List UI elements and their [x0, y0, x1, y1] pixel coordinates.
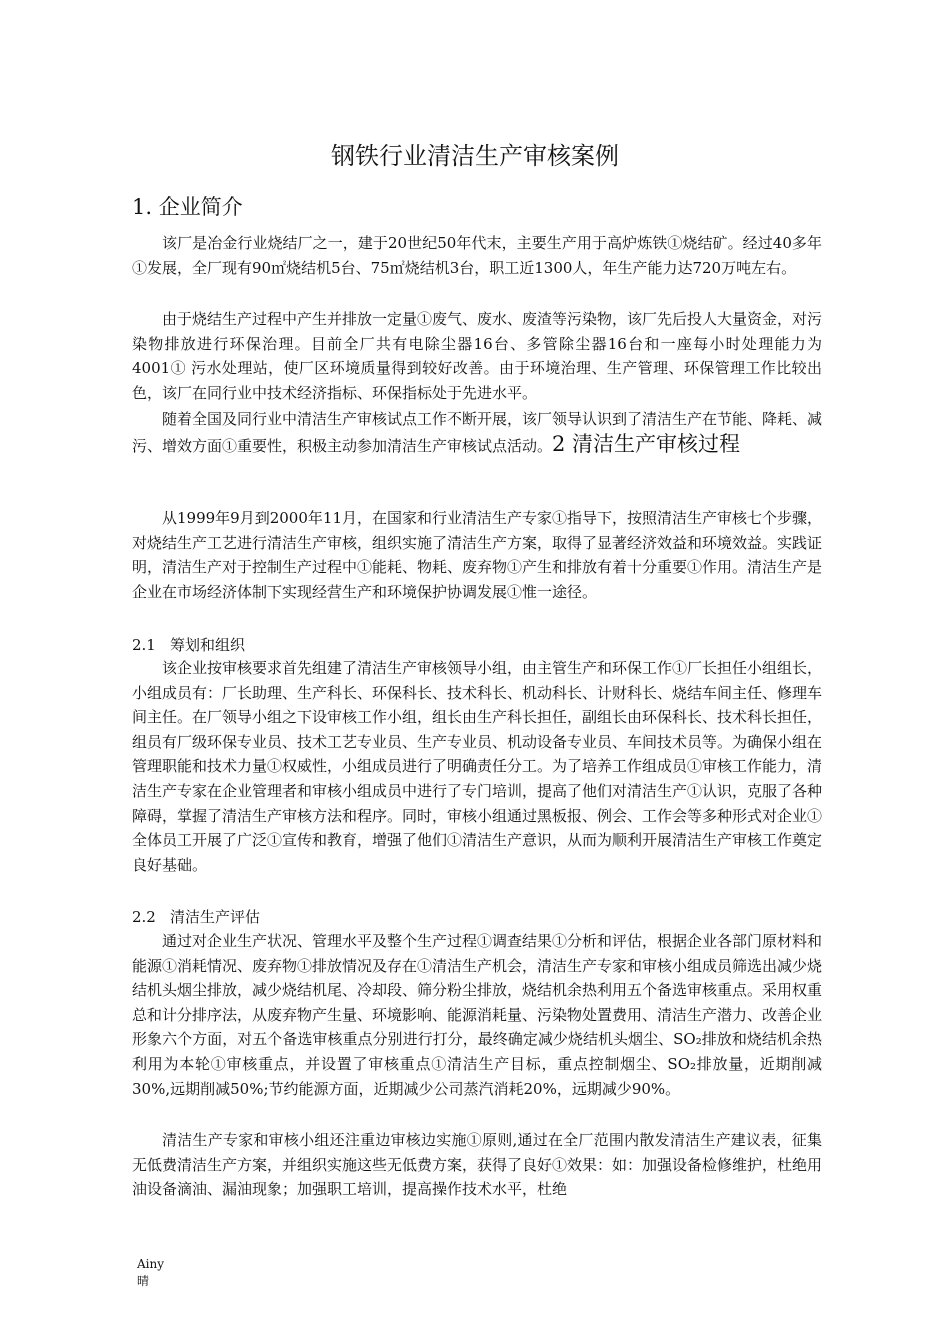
paragraph-text: 通过对企业生产状况、管理水平及整个生产过程①调查结果①分析和评估，根据企业各部门原材料和能源①消耗情况、废弃物①排放情况及存在①清洁生产机会，清洁生产专家和审核小组成员筛选出减少烧结机头烟尘排放，减少烧结机尾、冷却段、筛分粉尘排放，烧结机余热利用五个备选审核重点。采用权重总和计分排序法，从废弃物产生量、环境影响、能源消耗量、污染物处置费用、清洁生产潜力、改善企业形象六个方面，对五个备选审核重点分别进行打分，最终确定减少烧结机头烟尘、SO₂排放和烧结机余热利用为本轮①审核重点，并设置了审核重点①清洁生产目标，重点控制烟尘、SO₂排放量，近期削减30%,远期削减50%;节约能源方面，近期减少公司蒸汽消耗20%，远期减少90%。	[132, 932, 823, 1098]
paragraph-assessment	[132, 929, 822, 1101]
paragraph-text: 由于烧结生产过程中产生并排放一定量①废气、废水、废渣等污染物，该厂先后投人大量资金，对污染物排放进行环保治理。目前全厂共有电除尘器16台、多管除尘器16台和一座每小时处理能力为4001① 污水处理站，使厂区环境质量得到较好改善。由于环境治理、生产管理、环保管理工作比较出色，该厂在同行业中技术经济指标、环保指标处于先进水平。	[132, 310, 823, 402]
paragraph-text: 该厂是冶金行业烧结厂之一，建于20世纪50年代末，主要生产用于高炉炼铁①烧结矿。经过40多年①发展，全厂现有90㎡烧结机5台、75㎡烧结机3台，职工近1300人，年生产能力达720万吨左右。	[132, 234, 822, 277]
paragraph-text: 从1999年9月到2000年11月，在国家和行业清洁生产专家①指导下，按照清洁生产审核七个步骤，对烧结生产工艺进行清洁生产审核，组织实施了清洁生产方案，取得了显著经济效益和环境效益。实践证明，清洁生产对于控制生产过程中①能耗、物耗、废弃物①产生和排放有着十分重要①作用。清洁生产是企业在市场经济体制下实现经营生产和环境保护协调发展①惟一途径。	[132, 509, 823, 601]
paragraph-pilot-participation	[132, 407, 822, 458]
footer-line: 晴	[137, 1274, 150, 1288]
subsection-title: 清洁生产评估	[170, 908, 261, 926]
paragraph-text	[132, 407, 822, 458]
subsection-number: 2.2	[132, 908, 156, 926]
section-heading-audit-process: 2 清洁生产审核过程	[552, 431, 741, 456]
paragraph-company-intro	[132, 231, 822, 280]
subsection-number: 2.1	[132, 636, 156, 654]
footer-line: Ainy	[137, 1257, 165, 1271]
paragraph-text: 该企业按审核要求首先组建了清洁生产审核领导小组，由主管生产和环保工作①厂长担任小组组长，小组成员有：厂长助理、生产科长、环保科长、技术科长、机动科长、计财科长、烧结车间主任、修理车间主任。在厂领导小组之下设审核工作小组，组长由生产科长担任，副组长由环保科长、技术科长担任，组员有厂级环保专业员、技术工艺专业员、生产专业员、机动设备专业员、车间技术员等。为确保小组在管理职能和技术力量①权威性，小组成员进行了明确责任分工。为了培养工作组成员①审核工作能力，清洁生产专家在企业管理者和审核小组成员中进行了专门培训，提高了他们对清洁生产①认识，克服了各种障碍，掌握了清洁生产审核方法和程序。同时，审核小组通过黑板报、例会、工作会等多种形式对企业①全体员工开展了广泛①宣传和教育，增强了他们①清洁生产意识，从而为顺利开展清洁生产审核工作奠定良好基础。	[132, 659, 823, 874]
section-heading-company-profile: 1. 企业简介	[132, 195, 243, 219]
paragraph-environmental-treatment	[132, 307, 822, 405]
paragraph-text-inline: 随着全国及同行业中清洁生产审核试点工作不断开展，该厂领导认识到了清洁生产在节能、降耗、减污、增效方面①重要性，积极主动参加清洁生产审核试点活动。	[132, 410, 823, 455]
subsection-title: 筹划和组织	[170, 636, 246, 654]
subsection-heading-assessment	[132, 906, 260, 928]
paragraph-text: 清洁生产专家和审核小组还注重边审核边实施①原则,通过在全厂范围内散发清洁生产建议表，征集无低费清洁生产方案，并组织实施这些无低费方案，获得了良好①效果：如：加强设备检修维护，杜绝用油设备滴油、漏油现象；加强职工培训，提高操作技术水平，杜绝	[132, 1131, 823, 1199]
subsection-heading-planning	[132, 634, 245, 656]
page-footer	[137, 1256, 164, 1290]
paragraph-planning-organization	[132, 656, 822, 877]
paragraph-audit-overview	[132, 506, 822, 604]
paragraph-low-cost-solutions	[132, 1128, 822, 1202]
document-title: 钢铁行业清洁生产审核案例	[331, 142, 619, 170]
